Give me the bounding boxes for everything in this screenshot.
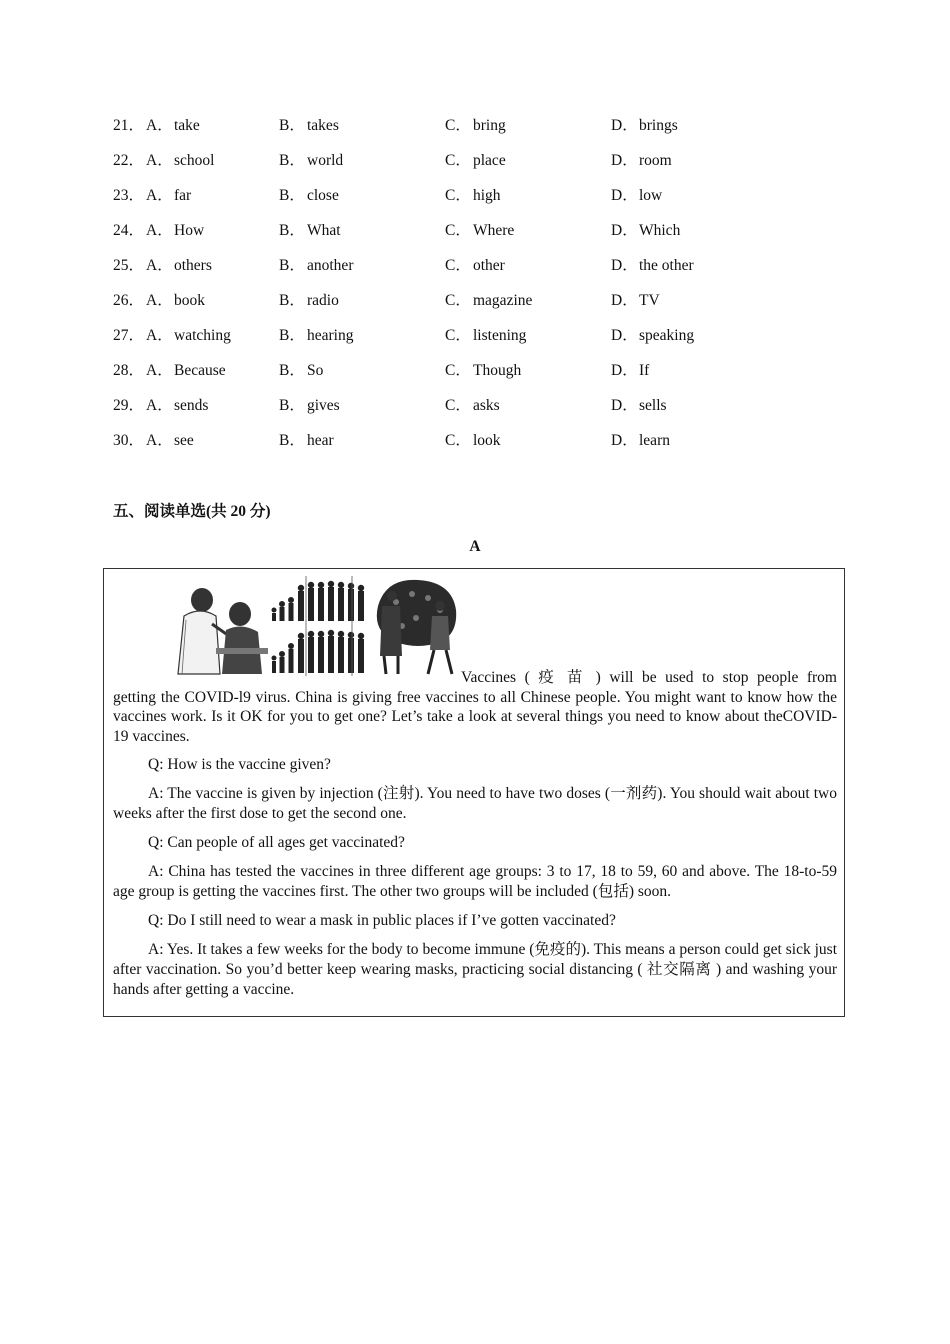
option-d [611,395,667,417]
option-b [279,150,343,172]
option-text: far [174,187,192,204]
option-text: another [307,257,354,274]
option-letter: C． [445,362,471,379]
option-letter: D． [611,327,638,344]
option-text: What [307,222,341,239]
option-letter: C． [445,222,471,239]
option-letter: B． [279,187,305,204]
question-number: 24． [113,222,145,239]
option-d [611,220,680,242]
option-c [445,220,514,242]
question-number: 26． [113,292,145,309]
option-text: speaking [639,327,695,344]
option-text: Because [174,362,226,379]
option-b [279,395,340,417]
option-c [445,115,506,137]
option-a [146,360,226,382]
answer-paragraph: A: Yes. It takes a few weeks for the body to become immune (免疫的). This means a person could get sick just after vaccination. So you’d better keep wearing masks, practicing social distancing ( 社交隔离 ) and washing your hands after getting a vaccine. [113,941,837,998]
crowd-figures [272,581,365,673]
intro-first-line: Vaccines ( 疫 苗 ) will be used to stop people from [461,669,837,686]
question-paragraph: Q: How is the vaccine given? [148,756,331,773]
option-letter: D． [611,362,638,379]
option-text: takes [307,117,339,134]
question-row [113,150,833,185]
question-row [113,395,833,430]
question-number: 25． [113,257,145,274]
option-text: sells [639,397,667,414]
option-letter: A． [146,187,173,204]
option-letter: D． [611,432,638,449]
question-number: 22． [113,152,145,169]
option-d [611,325,694,347]
option-a [146,185,191,207]
intro-paragraph [113,668,837,746]
option-b [279,115,339,137]
option-letter: A． [146,257,173,274]
option-text: Where [473,222,515,239]
option-text: brings [639,117,678,134]
option-text: other [473,257,505,274]
patient-figure [216,602,268,674]
option-letter: D． [611,152,638,169]
option-text: place [473,152,506,169]
question-number: 30． [113,432,145,449]
option-letter: B． [279,292,305,309]
option-text: listening [473,327,527,344]
option-a [146,255,212,277]
option-d [611,290,660,312]
option-letter: A． [146,432,173,449]
question-row [113,360,833,395]
option-text: So [307,362,324,379]
option-a [146,430,194,452]
question-row [113,325,833,360]
passage-label: A [469,538,481,555]
option-letter: C． [445,257,471,274]
question-row [113,255,833,290]
option-c [445,360,521,382]
option-letter: D． [611,257,638,274]
option-d [611,360,649,382]
option-letter: A． [146,292,173,309]
option-text: look [473,432,501,449]
question-row [113,185,833,220]
option-letter: B． [279,152,305,169]
option-d [611,185,662,207]
option-c [445,255,505,277]
option-b [279,255,353,277]
option-letter: B． [279,397,305,414]
option-text: close [307,187,339,204]
option-text: high [473,187,501,204]
option-b [279,220,341,242]
option-c [445,430,501,452]
options-list [113,115,833,465]
option-a [146,395,208,417]
option-letter: C． [445,327,471,344]
option-c [445,395,500,417]
option-letter: B． [279,432,305,449]
option-letter: C． [445,397,471,414]
option-letter: A． [146,222,173,239]
option-b [279,325,353,347]
option-text: If [639,362,650,379]
option-letter: C． [445,187,471,204]
option-text: How [174,222,205,239]
option-text: book [174,292,205,309]
option-text: the other [639,257,694,274]
answer-paragraph: A: The vaccine is given by injection (注射). You need to have two doses (一剂药). You should wait about two weeks after the first dose to get the second one. [113,785,837,822]
option-text: school [174,152,215,169]
option-text: watching [174,327,231,344]
question-row [113,220,833,255]
option-letter: D． [611,222,638,239]
option-text: bring [473,117,506,134]
option-letter: B． [279,362,305,379]
option-letter: D． [611,397,638,414]
option-d [611,115,678,137]
option-d [611,150,672,172]
option-c [445,150,506,172]
option-text: TV [639,292,660,309]
option-letter: B． [279,222,305,239]
option-letter: B． [279,117,305,134]
option-text: Though [473,362,522,379]
option-text: sends [174,397,209,414]
section-title: 五、阅读单选(共 20 分) [113,503,271,520]
option-a [146,325,231,347]
question-row [113,430,833,465]
question-row [113,115,833,150]
option-a [146,150,214,172]
option-letter: B． [279,257,305,274]
question-number: 29． [113,397,145,414]
option-letter: D． [611,187,638,204]
option-text: radio [307,292,339,309]
vaccination-illustration [156,576,458,678]
option-text: room [639,152,672,169]
option-letter: A． [146,152,173,169]
option-letter: C． [445,432,471,449]
option-letter: A． [146,327,173,344]
option-letter: C． [445,117,471,134]
option-letter: A． [146,117,173,134]
option-text: learn [639,432,670,449]
option-d [611,430,670,452]
option-c [445,185,501,207]
option-c [445,290,532,312]
virus-figure [377,580,456,674]
option-a [146,220,204,242]
option-letter: A． [146,397,173,414]
qa-section [113,755,837,1009]
option-text: Which [639,222,681,239]
option-a [146,115,200,137]
option-letter: C． [445,152,471,169]
option-b [279,430,334,452]
option-b [279,360,323,382]
option-letter: C． [445,292,471,309]
option-letter: D． [611,292,638,309]
option-text: see [174,432,194,449]
question-number: 21． [113,117,145,134]
intro-rest: getting the COVID-l9 virus. China is giving free vaccines to all Chinese people. You might want to know how the vaccines work. Is it OK for you to get one? Let’s take a look at several things you need to know about theCOVID-19 vaccines. [113,688,837,745]
question-paragraph: Q: Do I still need to wear a mask in public places if I’ve gotten vaccinated? [148,912,616,929]
option-d [611,255,694,277]
option-text: others [174,257,212,274]
option-text: asks [473,397,500,414]
option-letter: A． [146,362,173,379]
question-row [113,290,833,325]
option-text: world [307,152,344,169]
option-a [146,290,205,312]
question-number: 28． [113,362,145,379]
question-paragraph: Q: Can people of all ages get vaccinated? [148,834,405,851]
option-text: hear [307,432,334,449]
question-number: 27． [113,327,145,344]
option-b [279,185,339,207]
option-text: gives [307,397,340,414]
option-text: take [174,117,200,134]
answer-paragraph: A: China has tested the vaccines in three different age groups: 3 to 17, 18 to 59, 60 and above. The 18-to-59 age group is getting the vaccines first. The other two groups will be included (包括) soon. [113,863,837,900]
option-letter: D． [611,117,638,134]
option-letter: B． [279,327,305,344]
option-text: low [639,187,663,204]
option-text: magazine [473,292,533,309]
option-b [279,290,339,312]
option-c [445,325,526,347]
option-text: hearing [307,327,354,344]
question-number: 23． [113,187,145,204]
